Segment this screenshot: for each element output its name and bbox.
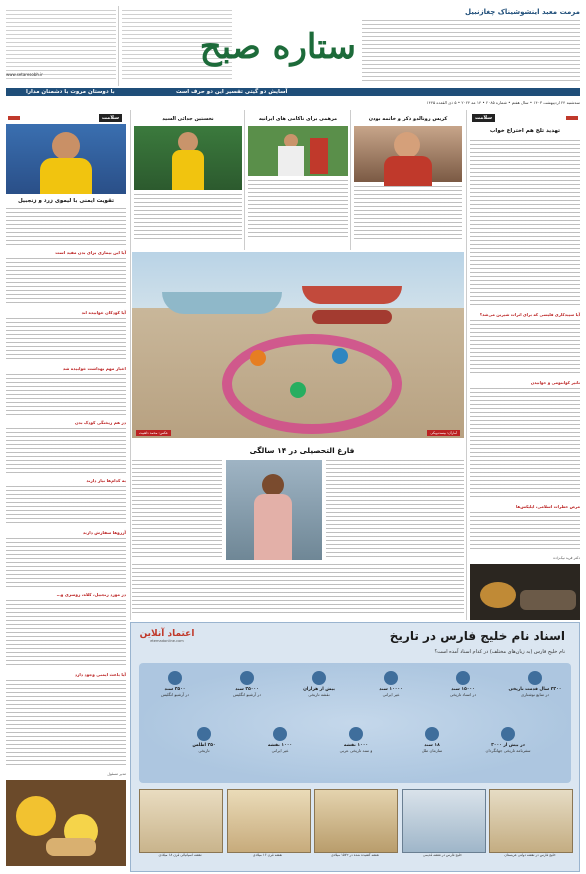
stats-row-2 <box>171 727 541 777</box>
left-subhead-4: در هم ریختگی کودک بدن <box>74 420 126 425</box>
stat-label: در منابع نوشتاری <box>520 692 550 697</box>
section-tag: سلامت <box>472 114 495 122</box>
left-subhead-3: اخبار مهم بهداشت خوابیده شد <box>62 366 126 371</box>
right-headline: تهدید تلخ هم اختراع خواب <box>489 128 561 134</box>
stat-value: ۱۵۰۰۰ سند <box>451 687 475 692</box>
masthead-info-left <box>6 6 116 86</box>
football-photo <box>248 126 348 176</box>
section-tag: سلامت <box>99 114 122 122</box>
top-article-player <box>354 110 462 242</box>
map-caption: نقشه اسپانیائی قرن ۱۸ میلادی <box>158 853 202 857</box>
right-subhead-1: آیا سپیدکاری فلیسی که برای اثرات شیرین می‌شد؟ <box>479 312 580 317</box>
stat-icon <box>425 727 439 741</box>
stat-label: غیر ایرانی <box>271 748 289 753</box>
left-sidebar <box>6 110 126 868</box>
stat-item <box>399 727 465 777</box>
stat-value: ۲۵۰ اطلس <box>192 743 216 748</box>
dateline: سه‌شنبه ۲۴ اردیبهشت ۱۴۰۳ • سال هفتم • شماره ۲۰۸۵ • ۱۴ مه ۲۰۲۴ • ۵ ذی القعده ۱۴۴۵ <box>426 100 580 105</box>
stat-icon <box>456 671 470 685</box>
top-article-football <box>248 110 348 242</box>
stat-label: در آرشیو انگلیس <box>161 692 189 697</box>
left-subhead-6: آرزوها سفارش دارند <box>82 530 126 535</box>
top-article-soccer <box>134 110 242 242</box>
left-subhead-2: آیا کودکان خوابیده اند <box>81 310 126 315</box>
article-title: مرهمی برای ناکامی های ایرانیه <box>258 116 338 122</box>
left-headline: تقویت ایمنی با لیموی زرد و زنجبیل <box>17 198 115 204</box>
stat-value: در بیش از ۳۰۰۰ <box>491 743 525 748</box>
masthead-teaser <box>362 6 580 86</box>
map-image <box>227 789 311 853</box>
left-subhead-1: آیا این بیماری برای بدن مفید است <box>55 250 126 255</box>
stat-item <box>215 671 279 721</box>
stat-label: نقشه تاریخی <box>308 692 330 697</box>
stats-row-1 <box>143 671 567 721</box>
graduate-photo <box>226 460 322 560</box>
map-thumb <box>489 789 571 865</box>
ad-subtitle: نام خلیج فارس (به زبان‌های مختلف) در کدام اسناد آمده است؟ <box>434 649 565 655</box>
right-subhead-2: تاثیر کوانتومی و خوابیدن <box>530 380 580 385</box>
tagline-left: آسایش دو گیتی تفسیر این دو حرف است <box>176 89 288 95</box>
old-maps-row <box>139 789 571 865</box>
map-image <box>139 789 223 853</box>
stat-value: ۳۵۰۰۰ سند <box>235 687 259 692</box>
stat-value: بیش از هزاران <box>303 687 335 692</box>
map-thumb <box>139 789 221 865</box>
stat-item <box>171 727 237 777</box>
stat-label: سازمان ملل <box>421 748 443 753</box>
stat-icon <box>384 671 398 685</box>
persian-gulf-ad <box>130 622 580 872</box>
stat-icon <box>197 727 211 741</box>
map-caption: نقشه کشیده شده در ۱۵۷۲ میلادی <box>331 853 379 857</box>
right-subhead-3: مرض خطرات اسلامی، ایلیکس‌ها <box>516 504 580 509</box>
stat-label: تاریخی <box>198 748 210 753</box>
left-subhead-7: در مورد زنجبیل، کلاه، روسری و… <box>56 592 126 597</box>
stat-item <box>143 671 207 721</box>
stat-item <box>431 671 495 721</box>
photo-credit-left: عکس: محمد ذاهبیت <box>136 430 171 436</box>
stat-item <box>247 727 313 777</box>
sleeping-photo <box>470 564 580 620</box>
children-circle-photo <box>132 252 464 438</box>
ad-title: اسناد نام خلیج فارس در تاریخ <box>389 629 565 643</box>
author-caption: مدیر مسئول <box>107 772 126 776</box>
stat-icon <box>312 671 326 685</box>
stat-icon <box>349 727 363 741</box>
map-caption: خلیج فارس در نقشه قدیمی <box>423 853 462 857</box>
stat-icon <box>168 671 182 685</box>
stat-icon <box>501 727 515 741</box>
stat-item <box>323 727 389 777</box>
stat-label: و سند تاریخی عربی <box>339 748 373 753</box>
feature-headline: فارغ التحصیلی در ۱۴ سالگی <box>249 446 355 455</box>
article-title: نخستین جدائی السید <box>162 116 214 122</box>
tagline-bar <box>6 88 580 96</box>
teaser-title: مرمت معبد اینشوشیناک چغازنبیل <box>465 8 580 16</box>
logo: ستاره صبح <box>199 27 356 67</box>
website[interactable]: www.setaresobh.ir <box>6 72 43 77</box>
author-caption: دکتر فرید نیک‌زاده <box>553 556 580 560</box>
soccer-photo <box>134 126 242 190</box>
map-thumb <box>314 789 396 865</box>
stat-value: ۱۸ سند <box>424 743 440 748</box>
map-image <box>402 789 486 853</box>
player-photo <box>6 124 126 194</box>
brand-logo: اعتماد آنلاین <box>139 629 195 639</box>
stat-label: در اسناد تاریخی <box>449 692 477 697</box>
stat-label: در آرشیو انگلیس <box>233 692 261 697</box>
ad-brand[interactable] <box>139 629 195 659</box>
stat-item <box>287 671 351 721</box>
map-caption: نقشه قرن ۱۶ میلادی <box>252 853 283 857</box>
player-portrait-photo <box>354 126 462 182</box>
map-image <box>314 789 398 853</box>
stat-value: ۱۰۰۰۰ سند <box>379 687 403 692</box>
map-thumb <box>402 789 484 865</box>
masthead <box>6 6 580 98</box>
stat-icon <box>528 671 542 685</box>
tagline-right: با دوستان مروت با دشمنان مدارا <box>26 89 115 95</box>
stat-label: غیر ایرانی <box>382 692 400 697</box>
left-subhead-8: آیا باعث ایمنی وجود دارد <box>74 672 126 677</box>
photo-credit-right: آمارآن: بیست‌و‌یکی <box>427 430 460 436</box>
right-sidebar <box>470 110 580 620</box>
lemon-ginger-photo <box>6 780 126 866</box>
stat-icon <box>273 727 287 741</box>
article-title: کریس رونالدو ذکر و خاتمه بودن <box>368 116 448 122</box>
map-thumb <box>227 789 309 865</box>
stat-value: ۲۵۰۰ سند <box>164 687 186 692</box>
stat-icon <box>240 671 254 685</box>
stat-item <box>503 671 567 721</box>
stat-item <box>359 671 423 721</box>
feature-article <box>132 442 464 618</box>
stat-label: سفرنامه تاریخی جهانگردان <box>485 748 531 753</box>
stat-value: ۲۳۰۰ سال قدمت تاریخی <box>508 687 562 692</box>
stat-item <box>475 727 541 777</box>
stat-value: ۱۰۰۰ نقشه <box>267 743 293 748</box>
map-caption: خلیج فارس در نقشه دولتی عربستان <box>504 853 556 857</box>
brand-url: etemadonline.com <box>150 639 184 643</box>
stat-value: ۱۰۰۰ نقشه <box>343 743 369 748</box>
map-image <box>489 789 573 853</box>
left-subhead-5: به کدام‌ها نیاز دارند <box>86 478 126 483</box>
